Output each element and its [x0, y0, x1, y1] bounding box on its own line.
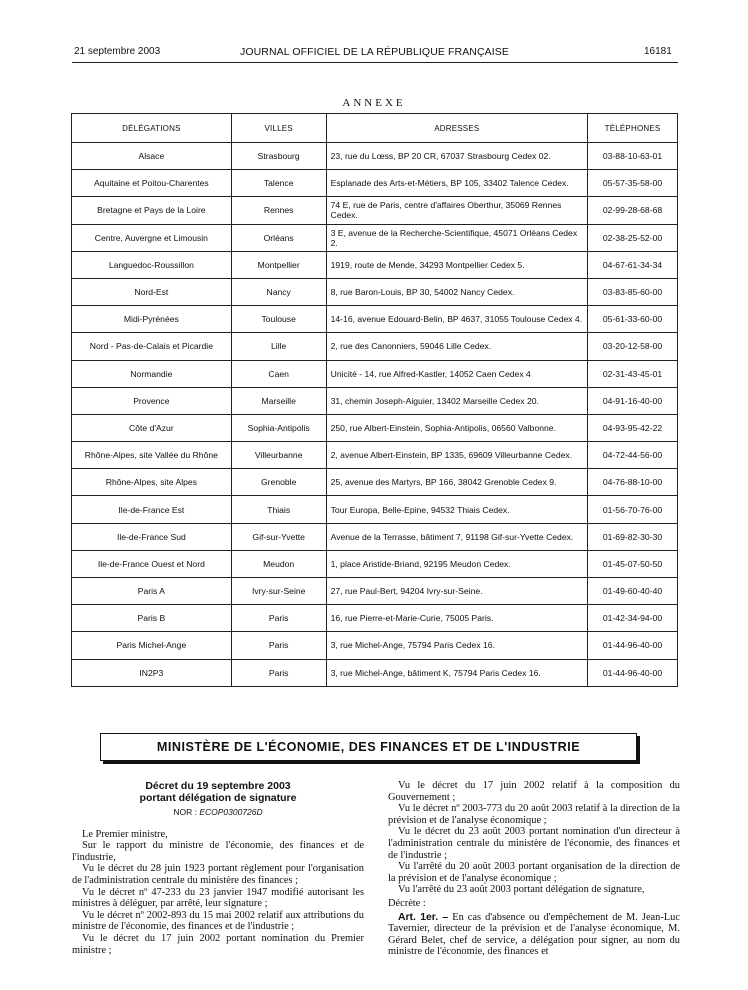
telephone-cell: 01-69-82-30-30	[588, 523, 678, 550]
ville-cell: Grenoble	[231, 469, 326, 496]
header-rule	[72, 62, 678, 63]
table-row	[72, 578, 678, 605]
table-row	[72, 143, 678, 170]
delegation-cell: Ile-de-France Ouest et Nord	[72, 550, 232, 577]
telephone-cell: 01-49-60-40-40	[588, 578, 678, 605]
adresse-cell: 3 E, avenue de la Recherche-Scientifique, 45071 Orléans Cedex 2.	[326, 224, 587, 251]
ville-cell: Gif-sur-Yvette	[231, 523, 326, 550]
ministry-banner: MINISTÈRE DE L'ÉCONOMIE, DES FINANCES ET DE L'INDUSTRIE	[100, 733, 637, 761]
nor-reference	[72, 807, 364, 819]
delegation-cell: Languedoc-Roussillon	[72, 251, 232, 278]
ville-cell: Toulouse	[231, 306, 326, 333]
adresse-cell: Esplanade des Arts-et-Métiers, BP 105, 33402 Talence Cedex.	[326, 170, 587, 197]
ville-cell: Lille	[231, 333, 326, 360]
delegation-cell: Centre, Auvergne et Limousin	[72, 224, 232, 251]
adresse-cell: 25, avenue des Martyrs, BP 166, 38042 Grenoble Cedex 9.	[326, 469, 587, 496]
table-row	[72, 496, 678, 523]
table-row	[72, 414, 678, 441]
ville-cell: Marseille	[231, 387, 326, 414]
adresse-cell: Tour Europa, Belle-Epine, 94532 Thiais Cedex.	[326, 496, 587, 523]
delegation-cell: Midi-Pyrénées	[72, 306, 232, 333]
ville-cell: Orléans	[231, 224, 326, 251]
delegation-cell: Alsace	[72, 143, 232, 170]
ville-cell: Strasbourg	[231, 143, 326, 170]
telephone-cell: 02-38-25-52-00	[588, 224, 678, 251]
journal-title: JOURNAL OFFICIEL DE LA RÉPUBLIQUE FRANÇAISE	[240, 46, 509, 58]
nor-label: NOR :	[173, 807, 197, 817]
table-header-row	[72, 114, 678, 143]
decrete-line: Décrète :	[388, 897, 426, 909]
decree-paragraph: Vu le décret nº 47-233 du 23 janvier 1947 modifié autorisant les ministres à déléguer, par arrêté, leur signature ;	[72, 886, 364, 910]
table-body	[72, 143, 678, 687]
adresse-cell: 31, chemin Joseph-Aiguier, 13402 Marseille Cedex 20.	[326, 387, 587, 414]
telephone-cell: 04-91-16-40-00	[588, 387, 678, 414]
adresse-cell: Unicité - 14, rue Alfred-Kastler, 14052 Caen Cedex 4	[326, 360, 587, 387]
decree-paragraph: Vu l'arrêté du 20 août 2003 portant organisation de la direction de la prévision et de l'analyse économique ;	[388, 861, 680, 884]
table-row	[72, 605, 678, 632]
adresse-cell: 74 E, rue de Paris, centre d'affaires Oberthur, 35069 Rennes Cedex.	[326, 197, 587, 224]
telephone-cell: 03-88-10-63-01	[588, 143, 678, 170]
adresse-cell: Avenue de la Terrasse, bâtiment 7, 91198 Gif-sur-Yvette Cedex.	[326, 523, 587, 550]
column-header-delegations: DÉLÉGATIONS	[72, 114, 232, 143]
adresse-cell: 8, rue Baron-Louis, BP 30, 54002 Nancy Cedex.	[326, 278, 587, 305]
table-row	[72, 278, 678, 305]
telephone-cell: 04-72-44-56-00	[588, 442, 678, 469]
delegation-cell: Rhône-Alpes, site Alpes	[72, 469, 232, 496]
telephone-cell: 03-83-85-60-00	[588, 278, 678, 305]
table-row	[72, 387, 678, 414]
telephone-cell: 04-76-88-10-00	[588, 469, 678, 496]
delegation-cell: Nord - Pas-de-Calais et Picardie	[72, 333, 232, 360]
ville-cell: Paris	[231, 632, 326, 659]
ville-cell: Caen	[231, 360, 326, 387]
table-row	[72, 251, 678, 278]
right-column	[388, 780, 680, 958]
delegations-table	[71, 113, 678, 687]
ville-cell: Meudon	[231, 550, 326, 577]
article-1-text: En cas d'absence ou d'empêchement de M. Jean-Luc Tavernier, directeur de la prévision et de l'analyse économique, M. Gérard Belet, chef de service, a délégation pour signer, au nom du ministre de l'économie, des finances et	[388, 911, 680, 958]
telephone-cell: 01-42-34-94-00	[588, 605, 678, 632]
ville-cell: Ivry-sur-Seine	[231, 578, 326, 605]
right-paragraphs	[388, 780, 680, 896]
left-paragraphs	[72, 829, 364, 957]
column-header-villes: VILLES	[231, 114, 326, 143]
table-row	[72, 333, 678, 360]
telephone-cell: 05-61-33-60-00	[588, 306, 678, 333]
delegation-cell: Paris B	[72, 605, 232, 632]
adresse-cell: 14-16, avenue Edouard-Belin, BP 4637, 31055 Toulouse Cedex 4.	[326, 306, 587, 333]
delegation-cell: Ile-de-France Est	[72, 496, 232, 523]
ville-cell: Paris	[231, 605, 326, 632]
table-row	[72, 469, 678, 496]
delegation-cell: Nord-Est	[72, 278, 232, 305]
header-date: 21 septembre 2003	[74, 46, 161, 57]
adresse-cell: 23, rue du Lœss, BP 20 CR, 67037 Strasbourg Cedex 02.	[326, 143, 587, 170]
telephone-cell: 03-20-12-58-00	[588, 333, 678, 360]
decree-paragraph: Vu le décret du 28 juin 1923 portant règlement pour l'organisation de l'administration centrale du ministère des finances ;	[72, 863, 364, 886]
delegation-cell: Aquitaine et Poitou-Charentes	[72, 170, 232, 197]
article-1	[388, 912, 680, 958]
delegation-cell: Ile-de-France Sud	[72, 523, 232, 550]
adresse-cell: 2, rue des Canonniers, 59046 Lille Cedex.	[326, 333, 587, 360]
telephone-cell: 04-67-61-34-34	[588, 251, 678, 278]
adresse-cell: 2, avenue Albert-Einstein, BP 1335, 69609 Villeurbanne Cedex.	[326, 442, 587, 469]
delegation-cell: Bretagne et Pays de la Loire	[72, 197, 232, 224]
adresse-cell: 16, rue Pierre-et-Marie-Curie, 75005 Paris.	[326, 605, 587, 632]
table-row	[72, 306, 678, 333]
adresse-cell: 250, rue Albert-Einstein, Sophia-Antipolis, 06560 Valbonne.	[326, 414, 587, 441]
decree-paragraph: Sur le rapport du ministre de l'économie, des finances et de l'industrie,	[72, 840, 364, 863]
decree-title-line1: Décret du 19 septembre 2003	[145, 780, 291, 792]
telephone-cell: 01-44-96-40-00	[588, 659, 678, 686]
table-row	[72, 360, 678, 387]
table-row	[72, 170, 678, 197]
column-header-adresses: ADRESSES	[326, 114, 587, 143]
table-row	[72, 523, 678, 550]
ville-cell: Rennes	[231, 197, 326, 224]
telephone-cell: 02-31-43-45-01	[588, 360, 678, 387]
decree-paragraph: Vu le décret du 23 août 2003 portant nomination d'un directeur à l'administration centrale du ministère de l'économie, des finances et de l'industrie ;	[388, 826, 680, 861]
table-row	[72, 659, 678, 686]
adresse-cell: 3, rue Michel-Ange, 75794 Paris Cedex 16.	[326, 632, 587, 659]
nor-code: ECOP0300726D	[199, 807, 263, 817]
annexe-title: ANNEXE	[342, 97, 406, 109]
ville-cell: Thiais	[231, 496, 326, 523]
telephone-cell: 05-57-35-58-00	[588, 170, 678, 197]
adresse-cell: 1919, route de Mende, 34293 Montpellier Cedex 5.	[326, 251, 587, 278]
adresse-cell: 3, rue Michel-Ange, bâtiment K, 75794 Paris Cedex 16.	[326, 659, 587, 686]
decree-title-line2: portant délégation de signature	[139, 792, 297, 804]
left-column	[72, 780, 364, 956]
delegation-cell: Rhône-Alpes, site Vallée du Rhône	[72, 442, 232, 469]
delegation-cell: Côte d'Azur	[72, 414, 232, 441]
delegation-cell: Paris Michel-Ange	[72, 632, 232, 659]
ville-cell: Talence	[231, 170, 326, 197]
table-row	[72, 550, 678, 577]
decree-paragraph: Vu le décret nº 2003-773 du 20 août 2003 relatif à la direction de la prévision et de l'analyse économique ;	[388, 803, 680, 826]
table-row	[72, 442, 678, 469]
telephone-cell: 01-45-07-50-50	[588, 550, 678, 577]
page-number: 16181	[644, 46, 672, 57]
telephone-cell: 01-44-96-40-00	[588, 632, 678, 659]
delegation-cell: Paris A	[72, 578, 232, 605]
decree-paragraph: Vu le décret nº 2002-893 du 15 mai 2002 relatif aux attributions du ministre de l'économie, des finances et de l'industrie ;	[72, 909, 364, 933]
table-row	[72, 632, 678, 659]
ville-cell: Nancy	[231, 278, 326, 305]
telephone-cell: 02-99-28-68-68	[588, 197, 678, 224]
article-1-label: Art. 1er. –	[398, 911, 449, 923]
telephone-cell: 04-93-95-42-22	[588, 414, 678, 441]
decree-paragraph: Vu l'arrêté du 23 août 2003 portant délégation de signature,	[398, 884, 645, 896]
column-header-telephones: TÉLÉPHONES	[588, 114, 678, 143]
decree-paragraph: Vu le décret du 17 juin 2002 portant nomination du Premier ministre ;	[72, 932, 364, 956]
ville-cell: Paris	[231, 659, 326, 686]
table-row	[72, 197, 678, 224]
adresse-cell: 27, rue Paul-Bert, 94204 Ivry-sur-Seine.	[326, 578, 587, 605]
ville-cell: Sophia-Antipolis	[231, 414, 326, 441]
delegation-cell: Normandie	[72, 360, 232, 387]
decree-paragraph: Le Premier ministre,	[82, 828, 168, 840]
telephone-cell: 01-56-70-76-00	[588, 496, 678, 523]
table-row	[72, 224, 678, 251]
decree-paragraph: Vu le décret du 17 juin 2002 relatif à la composition du Gouvernement ;	[388, 780, 680, 803]
adresse-cell: 1, place Aristide-Briand, 92195 Meudon Cedex.	[326, 550, 587, 577]
ville-cell: Montpellier	[231, 251, 326, 278]
delegation-cell: IN2P3	[72, 659, 232, 686]
delegation-cell: Provence	[72, 387, 232, 414]
ville-cell: Villeurbanne	[231, 442, 326, 469]
